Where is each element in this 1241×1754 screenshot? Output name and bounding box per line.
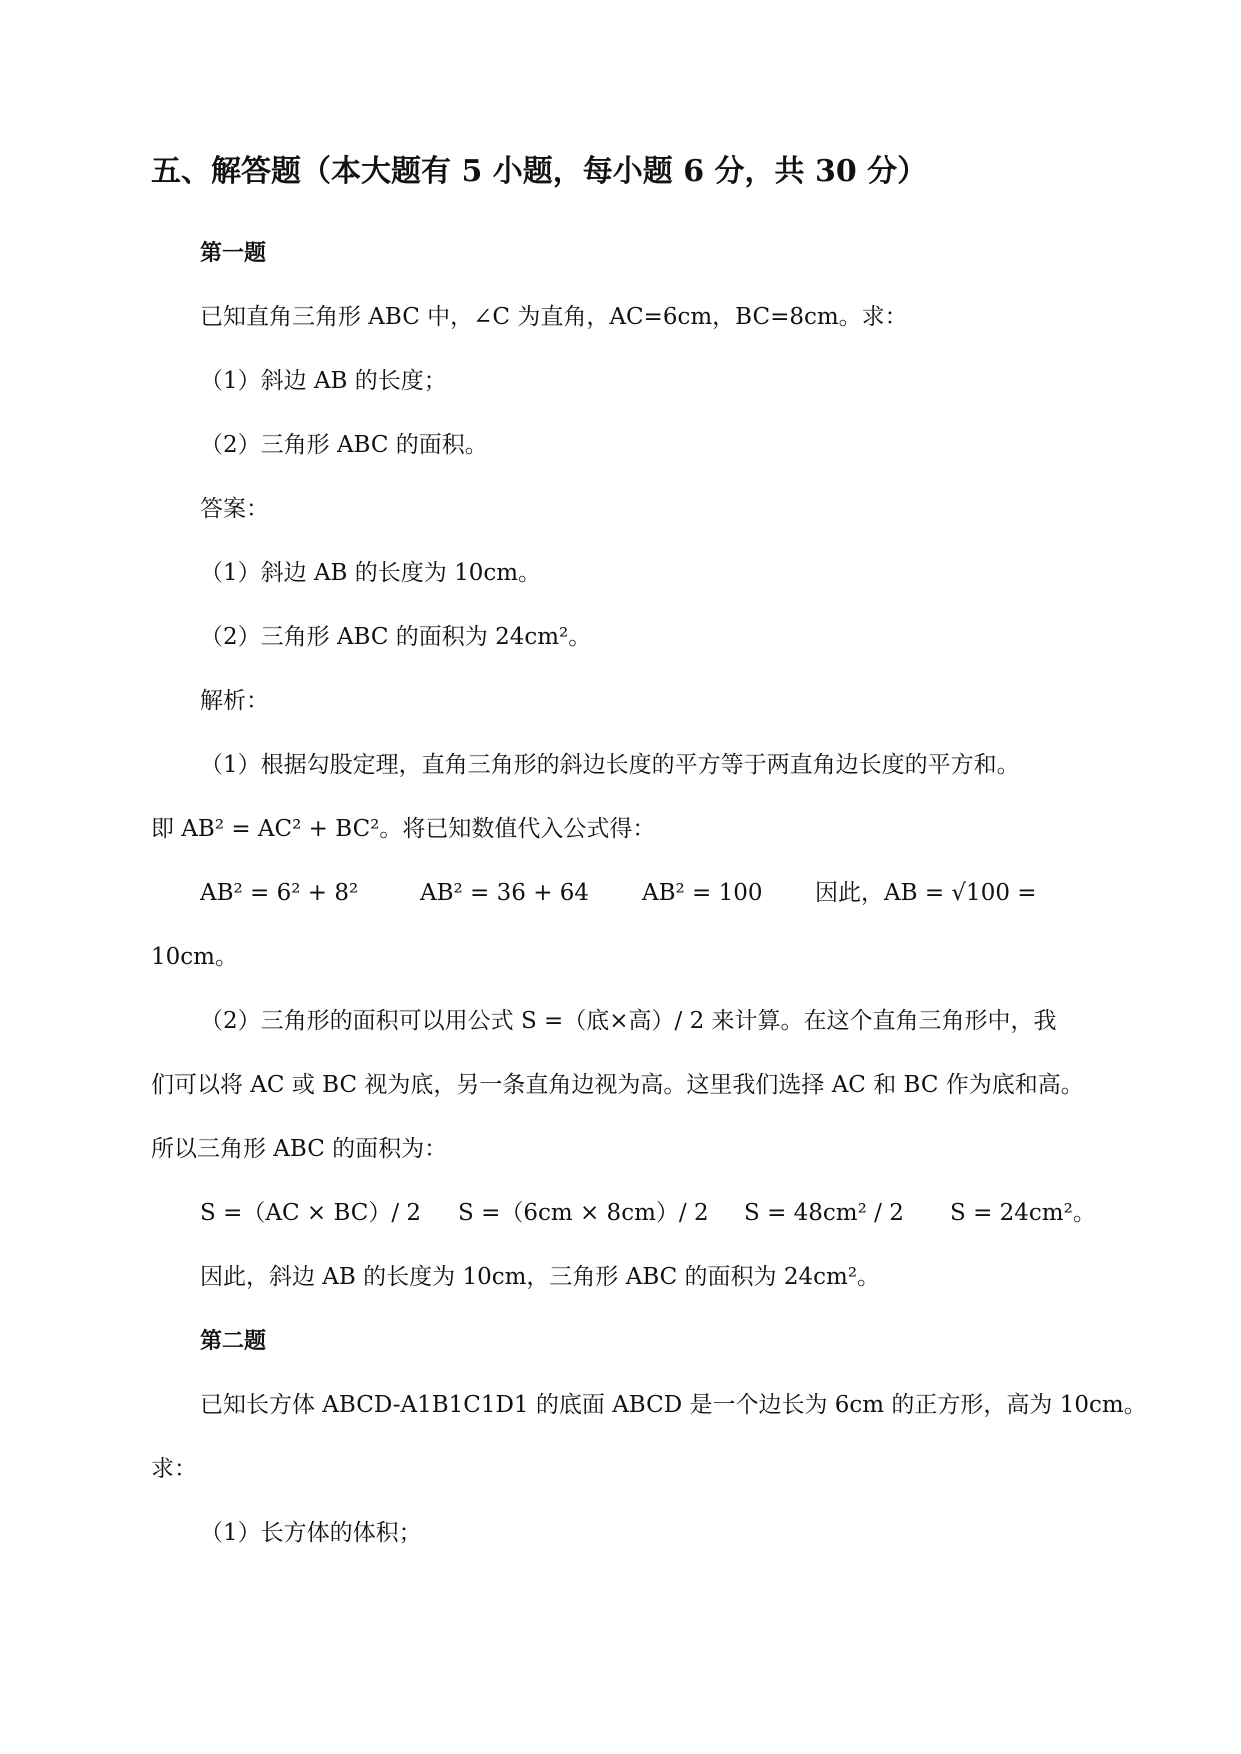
q1-calc1-step1: AB² = 6² + 8² (200, 880, 359, 906)
q1-calc2-step1: S =（AC × BC）/ 2 (200, 1200, 422, 1226)
q1-answer2: （2）三角形 ABC 的面积为 24cm²。 (200, 624, 592, 650)
q1-analysis1-line1: （1）根据勾股定理，直角三角形的斜边长度的平方等于两直角边长度的平方和。 (200, 752, 1020, 778)
q1-analysis2-line1: （2）三角形的面积可以用公式 S =（底×高）/ 2 来计算。在这个直角三角形中，我 (200, 1008, 1057, 1034)
q1-calc2-step3: S = 48cm² / 2 (744, 1200, 904, 1226)
q1-analysis-label: 解析： (200, 688, 269, 714)
q2-stem-line2: 求： (151, 1456, 197, 1482)
q1-heading: 第一题 (200, 240, 267, 266)
q1-calc2-step2: S =（6cm × 8cm）/ 2 (458, 1200, 709, 1226)
q1-calc1-step2: AB² = 36 + 64 (420, 880, 590, 906)
q1-calc1-end: 10cm。 (151, 944, 238, 970)
q2-heading: 第二题 (200, 1328, 267, 1354)
q1-analysis2-line3: 所以三角形 ABC 的面积为： (151, 1136, 448, 1162)
q1-calc2-step4: S = 24cm²。 (950, 1200, 1096, 1226)
section-title: 五、解答题（本大题有 5 小题，每小题 6 分，共 30 分） (151, 154, 928, 189)
q1-calc1-step3: AB² = 100 (642, 880, 763, 906)
q1-analysis1-line2: 即 AB² = AC² + BC²。将已知数值代入公式得： (151, 816, 656, 842)
q1-answer1: （1）斜边 AB 的长度为 10cm。 (200, 560, 542, 586)
q1-part2: （2）三角形 ABC 的面积。 (200, 432, 488, 458)
q1-conclusion: 因此，斜边 AB 的长度为 10cm，三角形 ABC 的面积为 24cm²。 (200, 1264, 881, 1290)
q2-part1: （1）长方体的体积； (200, 1520, 422, 1546)
q2-stem-line1: 已知长方体 ABCD-A1B1C1D1 的底面 ABCD 是一个边长为 6cm 的正方形，高为 10cm。 (200, 1392, 1147, 1418)
q1-part1: （1）斜边 AB 的长度； (200, 368, 447, 394)
q1-answer-label: 答案： (200, 496, 269, 522)
q1-calc1-step4: 因此，AB = √100 = (815, 880, 1037, 906)
q1-analysis2-line2: 们可以将 AC 或 BC 视为底，另一条直角边视为高。这里我们选择 AC 和 BC 作为底和高。 (151, 1072, 1084, 1098)
q1-stem: 已知直角三角形 ABC 中，∠C 为直角，AC=6cm，BC=8cm。求： (200, 304, 908, 330)
